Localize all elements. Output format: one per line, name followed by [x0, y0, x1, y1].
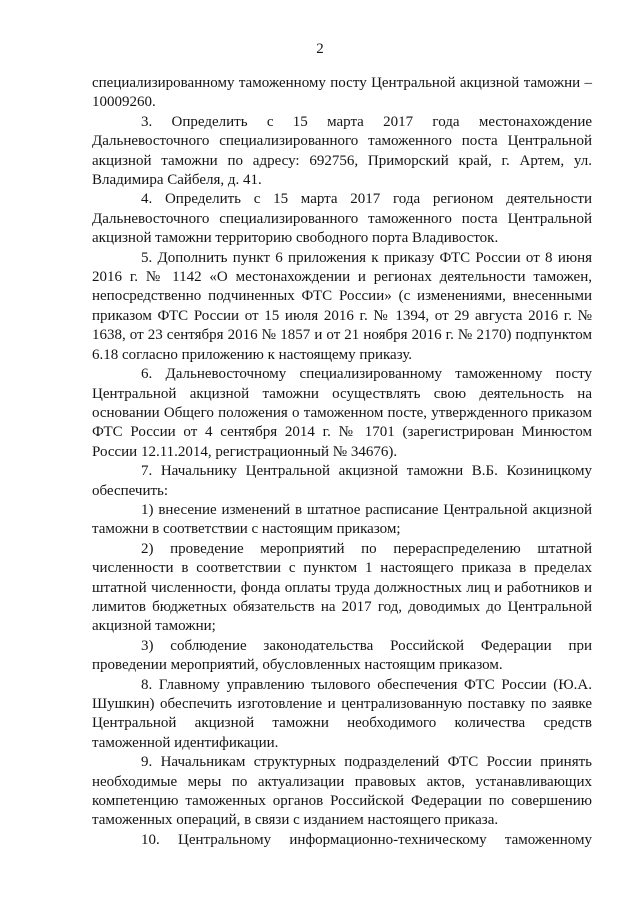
- paragraph-item-7-1: 1) внесение изменений в штатное расписание Центральной акцизной таможни в соответствии с настоящим приказом;: [92, 501, 592, 538]
- paragraph-item-7-3: 3) соблюдение законодательства Российской Федерации при проведении мероприятий, обусловленных настоящим приказом.: [92, 637, 592, 674]
- paragraph-item-4: 4. Определить с 15 марта 2017 года регионом деятельности Дальневосточного специализированного таможенного поста Центральной акцизной таможни территорию свободного порта Владивосток.: [92, 191, 592, 247]
- paragraph-item-6: 6. Дальневосточному специализированному таможенному посту Центральной акцизной таможни осуществлять свою деятельность на основании Общего положения о таможенном посте, утвержденного приказом ФТС России от 4 сентября 2014 г. № 1701 (зарегистрирован Минюстом России 12.11.2014, регистрационный № 34676).: [92, 366, 592, 460]
- paragraph-item-9: 9. Начальникам структурных подразделений ФТС России принять необходимые меры по актуализации правовых актов, устанавливающих компетенцию таможенных органов Российской Федерации по совершению таможенных операций, в связи с изданием настоящего приказа.: [92, 754, 592, 829]
- paragraph-item-7-2: 2) проведение мероприятий по перераспределению штатной численности в соответствии с пунктом 1 настоящего приказа в пределах штатной численности, фонда оплаты труда должностных лиц и работников и лимитов бюджетных обязательств на 2017 год, доводимых до Центральной акцизной таможни;: [92, 540, 592, 635]
- paragraph-item-10: 10. Центральному информационно-техническому таможенному: [141, 831, 592, 848]
- paragraph-item-5: 5. Дополнить пункт 6 приложения к приказу ФТС России от 8 июня 2016 г. № 1142 «О местонахождении и регионах деятельности таможен, непосредственно подчиненных ФТС России» (с изменениями, внесенными приказом ФТС России от 15 июля 2016 г. № 1394, от 29 августа 2016 г. № 1638, от 23 сентября 2016 № 1857 и от 21 ноября 2016 г. № 2170) подпунктом 6.18 согласно приложению к настоящему приказу.: [92, 249, 592, 363]
- paragraph-item-3: 3. Определить с 15 марта 2017 года местонахождение Дальневосточного специализированного таможенного поста Центральной акцизной таможни по адресу: 692756, Приморский край, г. Артем, ул. Владимира Сайбеля, д. 41.: [92, 113, 592, 189]
- paragraph-item-7: 7. Начальнику Центральной акцизной таможни В.Б. Козиницкому обеспечить:: [92, 463, 592, 499]
- paragraph-continuation: специализированному таможенному посту Центральной акцизной таможни – 10009260.: [92, 75, 592, 111]
- paragraph-item-8: 8. Главному управлению тылового обеспечения ФТС России (Ю.А. Шушкин) обеспечить изготовление и централизованную поставку по заявке Центральной акцизной таможни необходимого количества средств таможенной идентификации.: [92, 676, 592, 751]
- page-number: 2: [316, 41, 324, 57]
- document-body: [92, 74, 592, 850]
